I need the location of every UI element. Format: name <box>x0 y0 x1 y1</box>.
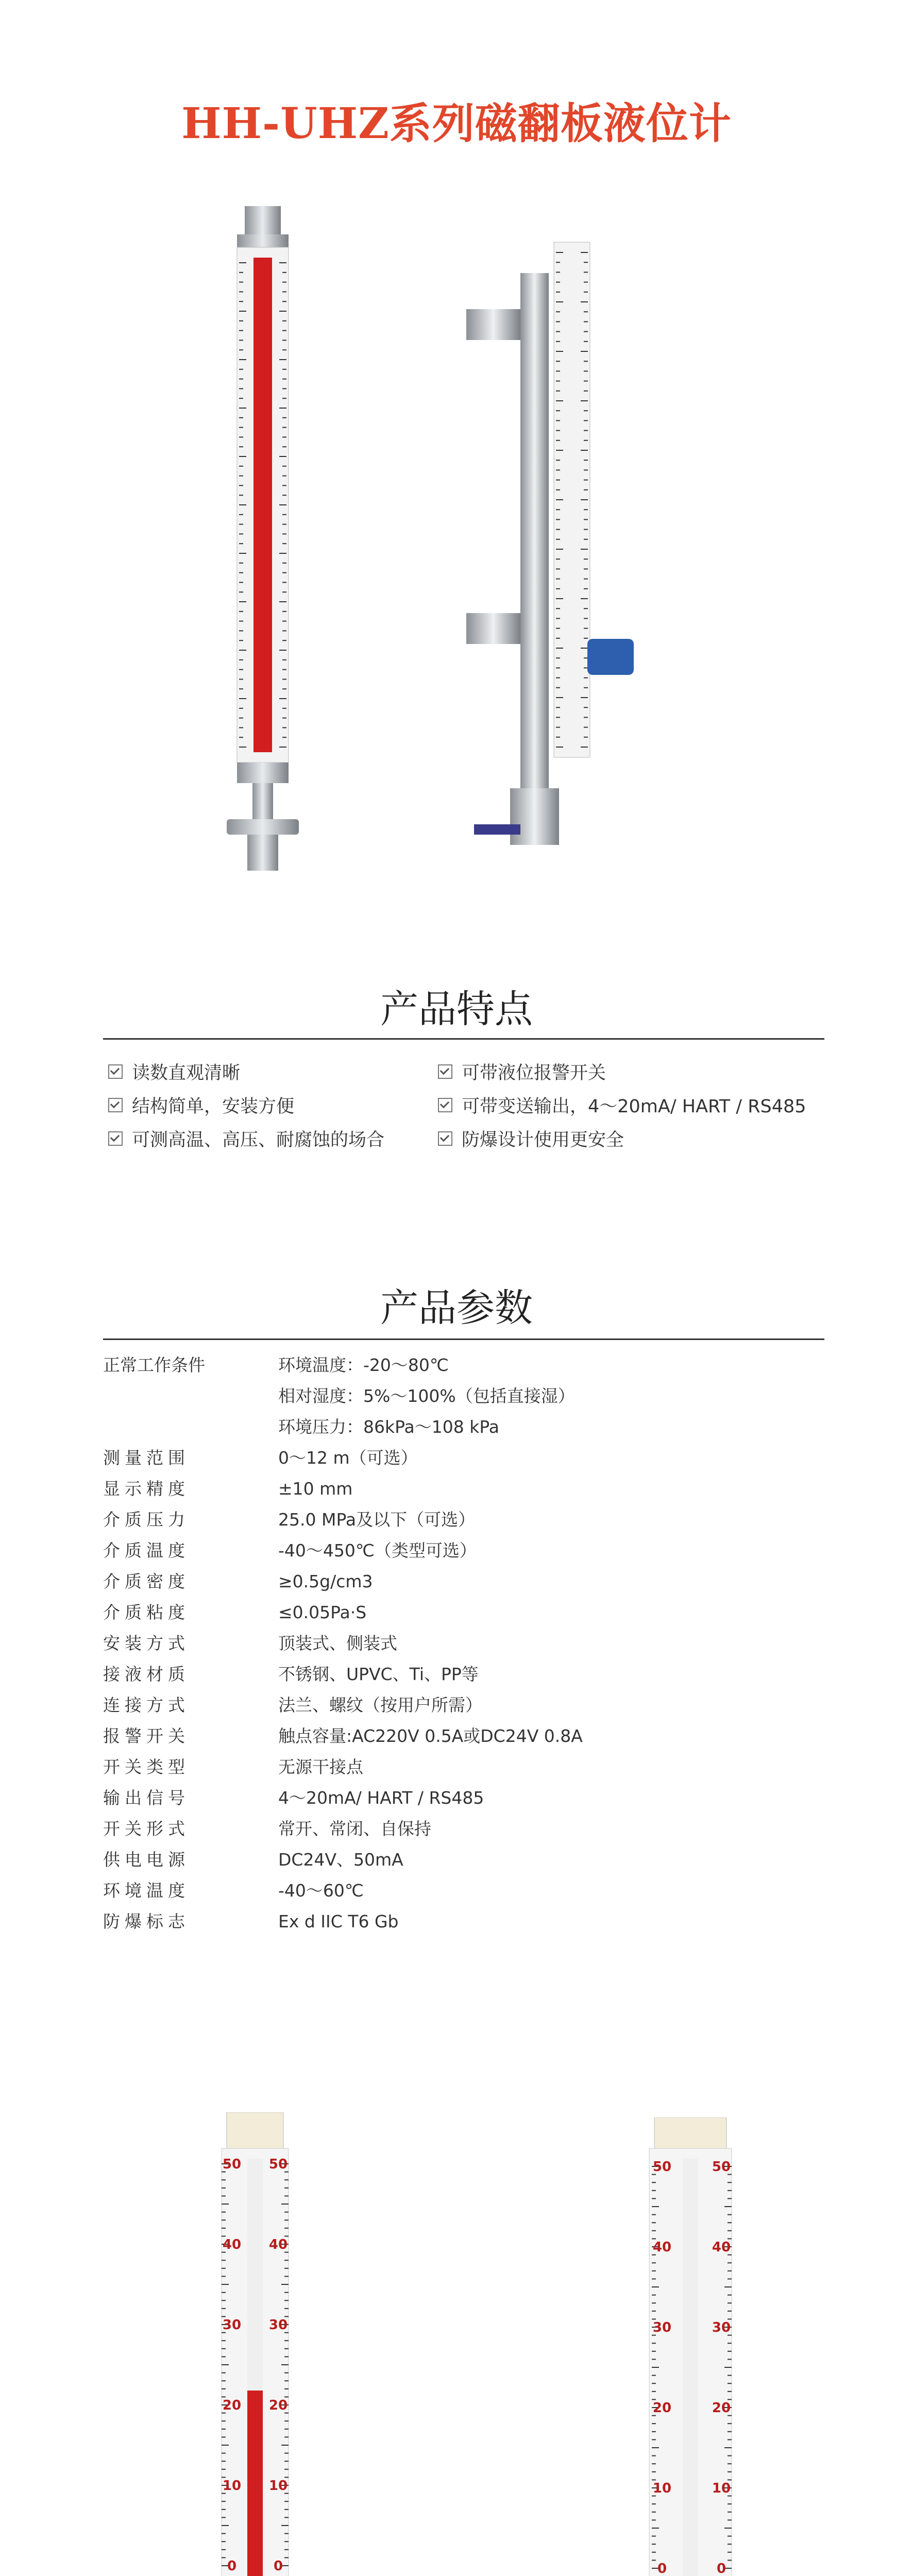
top-cap <box>237 234 289 247</box>
page-title: HH-UHZ系列磁翻板液位计 <box>181 99 732 148</box>
gauge-photo-side <box>443 222 660 871</box>
scale-label: 20 <box>268 2398 288 2413</box>
feature-item: 结构简单，安装方便 <box>108 1092 294 1118</box>
param-value: 0～12 m（可选） <box>278 1448 418 1468</box>
feature-item: 可带液位报警开关 <box>438 1059 606 1084</box>
scale-label: 40 <box>712 2240 731 2255</box>
param-value: 常开、常闭、自保持 <box>278 1819 431 1839</box>
params-divider <box>103 1338 824 1340</box>
param-value: 法兰、螺纹（按用户所需） <box>278 1695 482 1715</box>
param-value: 不锈钢、UPVC、Ti、PP等 <box>278 1664 479 1684</box>
bottom-pipe <box>252 783 273 824</box>
bottom-assembly <box>510 788 559 845</box>
empty-column <box>683 2159 698 2576</box>
checkbox-icon <box>108 1064 123 1079</box>
red-column <box>253 258 272 752</box>
param-label: 接液材质 <box>103 1664 190 1684</box>
param-value: 相对湿度：5%～100%（包括直接湿） <box>278 1386 575 1406</box>
param-value: 25.0 MPa及以下（可选） <box>278 1510 476 1530</box>
scale-label: 0 <box>716 2561 726 2576</box>
params-heading: 产品参数 <box>380 1286 533 1330</box>
checkbox-icon <box>438 1098 452 1112</box>
param-value: 无源干接点 <box>278 1757 363 1777</box>
product-photo-output <box>175 2112 392 2576</box>
scale-label: 50 <box>652 2159 672 2175</box>
param-label: 介质密度 <box>103 1571 190 1591</box>
features-heading: 产品特点 <box>380 987 533 1031</box>
scale-label: 30 <box>268 2317 288 2333</box>
drain-valve <box>247 835 278 871</box>
bottom-cap <box>237 762 289 783</box>
scale-label: 50 <box>712 2159 731 2175</box>
param-label: 输出信号 <box>103 1788 190 1808</box>
top-fitting <box>245 206 281 237</box>
scale-label: 20 <box>712 2400 731 2416</box>
scale-label: 0 <box>273 2558 283 2574</box>
scale-label: 30 <box>712 2320 731 2335</box>
param-label: 介质压力 <box>103 1510 190 1530</box>
gauge-photo-front <box>196 206 330 886</box>
scale-label: 10 <box>268 2478 288 2494</box>
param-value: -40～60℃ <box>278 1880 364 1901</box>
param-value: 4～20mA/ HART / RS485 <box>278 1788 484 1808</box>
param-value: Ex d IIC T6 Gb <box>278 1911 399 1931</box>
checkbox-icon <box>438 1131 452 1146</box>
param-value: 环境温度：-20～80℃ <box>278 1355 449 1375</box>
red-column <box>247 2391 263 2576</box>
scale-label: 10 <box>222 2478 242 2494</box>
checkbox-icon <box>438 1064 452 1079</box>
scale-label: 0 <box>227 2558 237 2574</box>
param-value: ±10 mm <box>278 1479 353 1499</box>
scale-label: 30 <box>222 2317 242 2333</box>
feature-item: 可测高温、高压、耐腐蚀的场合 <box>108 1126 384 1151</box>
checkbox-icon <box>108 1131 123 1146</box>
scale-label: 40 <box>222 2237 242 2252</box>
scale-label: 30 <box>652 2320 672 2335</box>
scale-label: 40 <box>268 2237 288 2252</box>
scale-label: 40 <box>652 2240 672 2255</box>
features-divider <box>103 1038 824 1040</box>
scale-label: 20 <box>652 2400 672 2416</box>
param-label: 开关类型 <box>103 1757 190 1777</box>
param-label: 介质粘度 <box>103 1602 190 1622</box>
feature-item: 可带变送输出，4～20mA/ HART / RS485 <box>438 1092 806 1118</box>
param-label: 正常工作条件 <box>103 1355 205 1375</box>
upper-flange <box>466 309 520 340</box>
scale-label: 0 <box>657 2561 667 2576</box>
scale-label: 10 <box>652 2481 672 2496</box>
product-photo-local <box>618 2117 773 2576</box>
param-value: ≥0.5g/cm3 <box>278 1571 373 1591</box>
param-value: 环境压力：86kPa～108 kPa <box>278 1417 499 1437</box>
checkbox-icon <box>108 1098 123 1112</box>
param-label: 连接方式 <box>103 1695 190 1715</box>
param-label: 显示精度 <box>103 1479 190 1499</box>
lower-flange <box>466 613 520 644</box>
chamber-pipe <box>520 273 549 788</box>
nameplate <box>654 2117 726 2148</box>
param-label: 防爆标志 <box>103 1911 190 1931</box>
param-value: ≤0.05Pa·S <box>278 1602 367 1622</box>
param-label: 安装方式 <box>103 1633 190 1653</box>
param-label: 开关形式 <box>103 1819 190 1839</box>
scale-label: 10 <box>712 2481 731 2496</box>
scale-label: 50 <box>222 2157 242 2172</box>
nameplate <box>227 2112 283 2148</box>
param-label: 测量范围 <box>103 1448 190 1468</box>
param-value: 顶装式、侧装式 <box>278 1633 397 1653</box>
feature-item: 读数直观清晰 <box>108 1059 240 1084</box>
param-label: 介质温度 <box>103 1540 190 1561</box>
param-value: DC24V、50mA <box>278 1850 403 1870</box>
feature-item: 防爆设计使用更安全 <box>438 1126 624 1151</box>
param-label: 环境温度 <box>103 1880 190 1901</box>
param-value: 触点容量:AC220V 0.5A或DC24V 0.8A <box>278 1726 583 1746</box>
scale-label: 50 <box>268 2157 288 2172</box>
param-value: -40～450℃（类型可选） <box>278 1540 477 1561</box>
scale-label: 20 <box>222 2398 242 2413</box>
param-label: 供电电源 <box>103 1850 190 1870</box>
junction-box <box>587 639 634 675</box>
bottom-flange <box>227 819 299 835</box>
drain-handle <box>474 824 520 835</box>
param-label: 报警开关 <box>103 1726 190 1746</box>
